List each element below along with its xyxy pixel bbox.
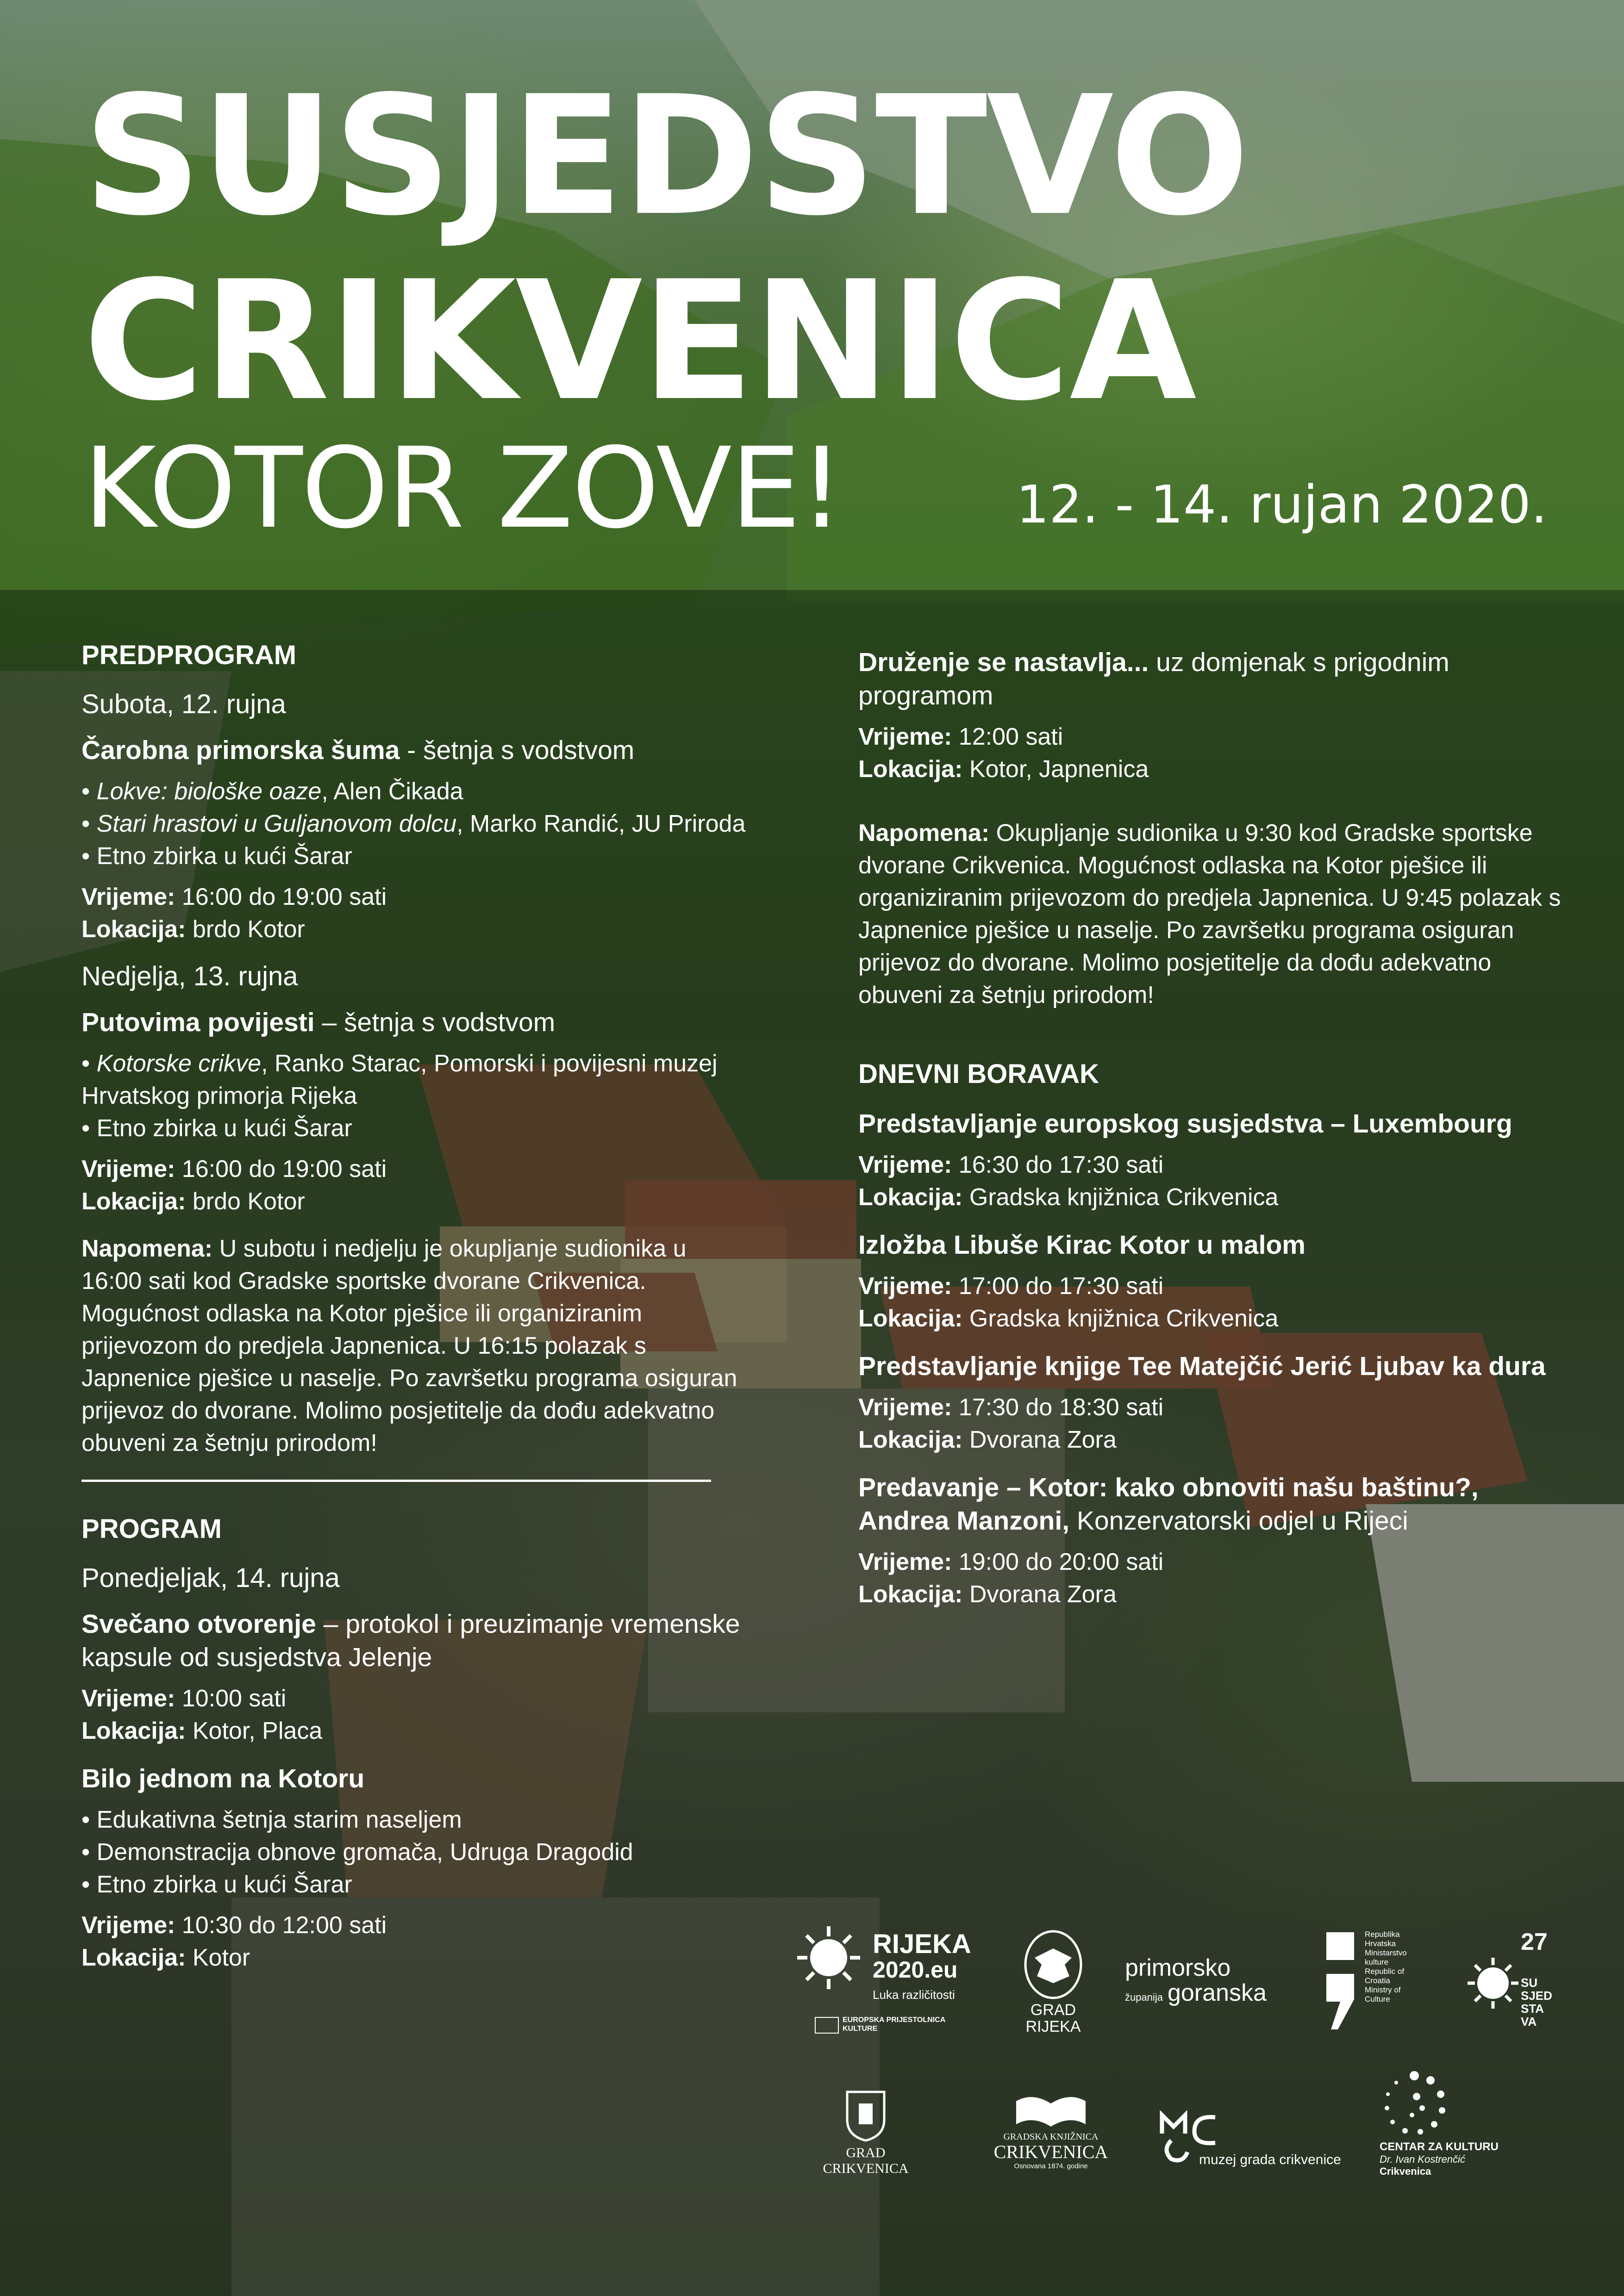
title-line-2: CRIKVENICA	[83, 245, 1196, 437]
time-line: Vrijeme: 12:00 sati	[858, 723, 1063, 750]
time-line: Vrijeme: 17:00 do 17:30 sati	[858, 1273, 1164, 1300]
event-name: Svečano otvorenje	[81, 1609, 316, 1639]
event-name: Izložba Libuše Kirac Kotor u malom	[858, 1230, 1305, 1260]
event-meta	[858, 721, 1571, 785]
section-divider	[81, 1480, 711, 1482]
location-line: Lokacija: Dvorana Zora	[858, 1426, 1117, 1453]
list-item: • Kotorske crikve, Ranko Starac, Pomorski i povijesni muzej Hrvatskog primorja Rijeka	[81, 1050, 718, 1109]
day-sunday: Nedjelja, 13. rujna	[81, 961, 298, 991]
time-line: Vrijeme: 10:00 sati	[81, 1685, 287, 1712]
event-name: Predstavljanje europskog susjedstva – Luxembourg	[858, 1109, 1512, 1139]
event-name: Bilo jednom na Kotoru	[81, 1764, 365, 1793]
event-meta	[81, 881, 753, 946]
event-title	[81, 1607, 753, 1674]
time-line: Vrijeme: 16:30 do 17:30 sati	[858, 1151, 1164, 1178]
event-name: Predstavljanje knjige Tee Matejčić Jerić Ljubav ka dura	[858, 1351, 1546, 1381]
list-item: • Edukativna šetnja starim naseljem	[81, 1806, 462, 1833]
lecturer-name: Andrea Manzoni,	[858, 1506, 1070, 1536]
time-line: Vrijeme: 17:30 do 18:30 sati	[858, 1394, 1164, 1421]
event-meta	[858, 1270, 1571, 1335]
eu-flag-icon	[815, 2017, 839, 2034]
event-meta	[858, 1391, 1571, 1456]
event-title	[81, 734, 753, 767]
list-item: • Demonstracija obnove gromača, Udruga Dragodid	[81, 1839, 633, 1866]
location-line: Lokacija: brdo Kotor	[81, 1188, 305, 1215]
event-meta	[858, 1149, 1571, 1213]
event-title	[858, 1471, 1571, 1537]
event-name: Putovima povijesti	[81, 1008, 315, 1037]
eagle-crest-icon	[1023, 1930, 1083, 1999]
sun-icon	[1468, 1944, 1518, 2022]
event-title	[858, 1350, 1571, 1383]
event-subtitle: Konzervatorski odjel u Rijeci	[1069, 1506, 1408, 1536]
event-title	[858, 1107, 1571, 1140]
predprogram-note: Napomena: U subotu i nedjelju je okupljanje sudionika u 16:00 sati kod Gradske sportske dvorane Crikvenica. Mogućnost odlaska na Kotor pješice ili organiziranim prijevozom do predjela Japnenica. U 16:15 polazak s Japnenice pješice u naselje. Po završetku programa osiguran prijevoz do dvorane. Molimo posjetitelje da dođu adekvatno obuveni za šetnju prirodom!	[81, 1235, 737, 1456]
event-subtitle: uz domjenak s prigodnim programom	[858, 647, 1449, 710]
coat-of-arms-icon	[843, 2087, 889, 2143]
event-title	[81, 1006, 753, 1039]
day-saturday: Subota, 12. rujna	[81, 689, 286, 719]
event-date: 12. - 14. rujan 2020.	[1016, 475, 1548, 535]
open-book-icon	[1012, 2087, 1090, 2129]
grad-rijeka-logo: GRAD RIJEKA	[1014, 1930, 1093, 2035]
event-meta	[81, 1153, 753, 1218]
right-column	[858, 646, 1571, 1625]
location-line: Lokacija: Kotor, Japnenica	[858, 756, 1149, 783]
location-line: Lokacija: Kotor	[81, 1944, 250, 1971]
semicolon-icon	[1324, 1930, 1356, 2032]
location-line: Lokacija: Gradska knjižnica Crikvenica	[858, 1305, 1279, 1332]
event-subtitle: – šetnja s vodstvom	[314, 1008, 556, 1037]
time-line: Vrijeme: 16:00 do 19:00 sati	[81, 1156, 387, 1182]
program-heading: PROGRAM	[81, 1514, 222, 1544]
event-items	[81, 775, 753, 872]
sun-icon	[796, 1925, 861, 1990]
title-line-1: SUSJEDSTVO	[83, 60, 1249, 252]
centar-za-kulturu-logo: CENTAR ZA KULTURU Dr. Ivan Kostrenčić Crikvenica	[1380, 2069, 1537, 2178]
list-item: • Etno zbirka u kući Šarar	[81, 1115, 352, 1142]
event-name: Predavanje – Kotor: kako obnoviti našu baštinu?,	[858, 1473, 1479, 1502]
list-item: • Stari hrastovi u Guljanovom dolcu, Marko Randić, JU Priroda	[81, 810, 746, 837]
event-title	[858, 646, 1571, 712]
time-line: Vrijeme: 10:30 do 12:00 sati	[81, 1912, 387, 1939]
event-title	[858, 1228, 1571, 1262]
location-line: Lokacija: brdo Kotor	[81, 916, 305, 943]
event-items	[81, 1804, 753, 1901]
event-subtitle: – protokol i preuzimanje vremenske kapsule od susjedstva Jelenje	[81, 1609, 740, 1672]
left-column	[81, 639, 753, 1989]
event-meta	[858, 1546, 1571, 1611]
list-item: • Etno zbirka u kući Šarar	[81, 1871, 352, 1898]
subtitle: KOTOR ZOVE!	[83, 423, 843, 553]
dnevni-boravak-heading: DNEVNI BORAVAK	[858, 1059, 1099, 1089]
event-name: Druženje se nastavlja...	[858, 647, 1149, 677]
event-items	[81, 1047, 753, 1145]
grad-crikvenica-logo: GRAD CRIKVENICA	[815, 2087, 917, 2177]
gradska-knjiznica-logo: GRADSKA KNJIŽNICA CRIKVENICA Osnovana 1874. godine	[981, 2087, 1120, 2171]
time-line: Vrijeme: 16:00 do 19:00 sati	[81, 884, 387, 910]
sponsor-logos: RIJEKA 2020.eu Luka različitosti EUROPSKA PRIJESTOLNICA KULTURE GRAD RIJEKA primorsko županija goranska Republika Hrvatska Ministarstvo kulture Republic of Croatia Ministry of Culture 27 SU SJED STA VA GRAD CRIKVENICA GRADSKA KNJIŽNICA CRIKVENICA Osnovana 1874. godine muzej grada crikvenice CENTAR ZA KULTURU Dr. Ivan Kostrenčić Crikvenica	[787, 1916, 1574, 2240]
primorsko-goranska-logo: primorsko županija goranska	[1125, 1954, 1267, 2006]
day-monday: Ponedjeljak, 14. rujna	[81, 1563, 340, 1593]
list-item: • Lokve: biološke oaze, Alen Čikada	[81, 778, 463, 805]
list-item: • Etno zbirka u kući Šarar	[81, 843, 352, 870]
event-title	[81, 1762, 753, 1795]
location-line: Lokacija: Kotor, Placa	[81, 1717, 323, 1744]
program-note: Napomena: Okupljanje sudionika u 9:30 kod Gradske sportske dvorane Crikvenica. Mogućnost odlaska na Kotor pješice ili organiziranim prijevozom do predjela Japnenica. U 9:45 polazak s Japnenice pješice u naselje. Po završetku programa osiguran prijevoz do dvorane. Molimo posjetitelje da dođu adekvatno obuveni za šetnju prirodom!	[858, 820, 1561, 1008]
location-line: Lokacija: Dvorana Zora	[858, 1581, 1117, 1608]
muzej-grada-crikvenice-logo: muzej grada crikvenice	[1157, 2106, 1352, 2168]
event-subtitle: - šetnja s vodstvom	[400, 735, 635, 765]
predprogram-heading: PREDPROGRAM	[81, 640, 297, 670]
event-meta	[81, 1682, 753, 1747]
dotted-circle-icon	[1380, 2069, 1449, 2138]
event-name: Čarobna primorska šuma	[81, 735, 400, 765]
location-line: Lokacija: Gradska knjižnica Crikvenica	[858, 1184, 1279, 1211]
event-meta	[81, 1909, 753, 1974]
time-line: Vrijeme: 19:00 do 20:00 sati	[858, 1549, 1164, 1575]
